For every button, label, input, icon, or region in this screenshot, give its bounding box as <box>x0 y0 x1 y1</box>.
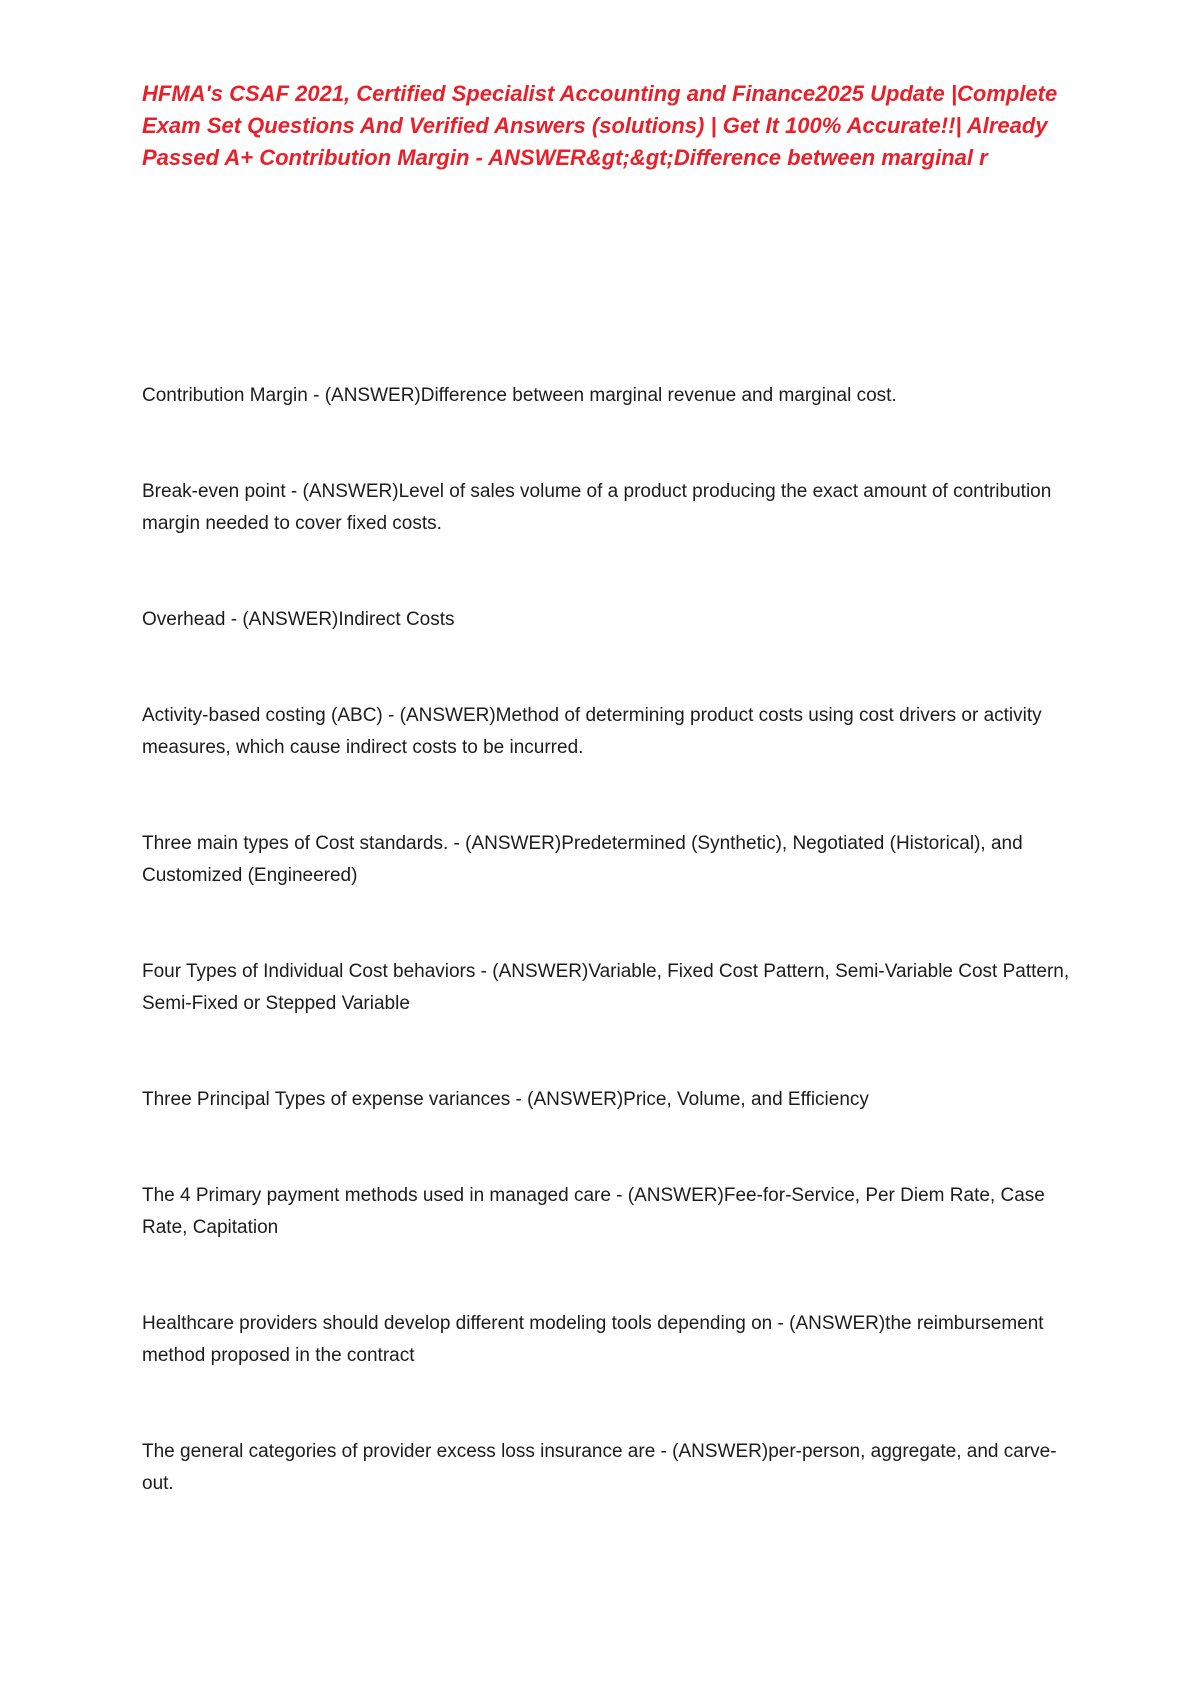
qa-item: Three main types of Cost standards. - (ANSWER)Predetermined (Synthetic), Negotiated (Historical), and Customized (Engineered) <box>142 833 1023 886</box>
qa-item: Break-even point - (ANSWER)Level of sales volume of a product producing the exact amount of contribution margin needed to cover fixed costs. <box>142 481 1052 534</box>
qa-item: Overhead - (ANSWER)Indirect Costs <box>142 609 455 630</box>
qa-item: The general categories of provider excess loss insurance are - (ANSWER)per-person, aggregate, and carve-out. <box>142 1441 1057 1494</box>
qa-item: The 4 Primary payment methods used in managed care - (ANSWER)Fee-for-Service, Per Diem Rate, Case Rate, Capitation <box>142 1185 1045 1238</box>
qa-item: Activity-based costing (ABC) - (ANSWER)Method of determining product costs using cost drivers or activity measures, which cause indirect costs to be incurred. <box>142 705 1042 758</box>
qa-item: Contribution Margin - (ANSWER)Difference between marginal revenue and marginal cost. <box>142 385 897 406</box>
qa-list <box>142 380 1082 1564</box>
qa-item: Healthcare providers should develop different modeling tools depending on - (ANSWER)the reimbursement method proposed in the contract <box>142 1313 1044 1366</box>
qa-item: Four Types of Individual Cost behaviors - (ANSWER)Variable, Fixed Cost Pattern, Semi-Variable Cost Pattern, Semi-Fixed or Stepped Variable <box>142 961 1070 1014</box>
qa-item: Three Principal Types of expense variances - (ANSWER)Price, Volume, and Efficiency <box>142 1089 869 1110</box>
document-title: HFMA's CSAF 2021, Certified Specialist Accounting and Finance2025 Update |Complete Exam Set Questions And Verified Answers (solutions) | Get It 100% Accurate!!| Already Passed A+ Contribution Margin - ANSWER&gt;&gt;Difference between marginal r <box>142 81 1058 170</box>
